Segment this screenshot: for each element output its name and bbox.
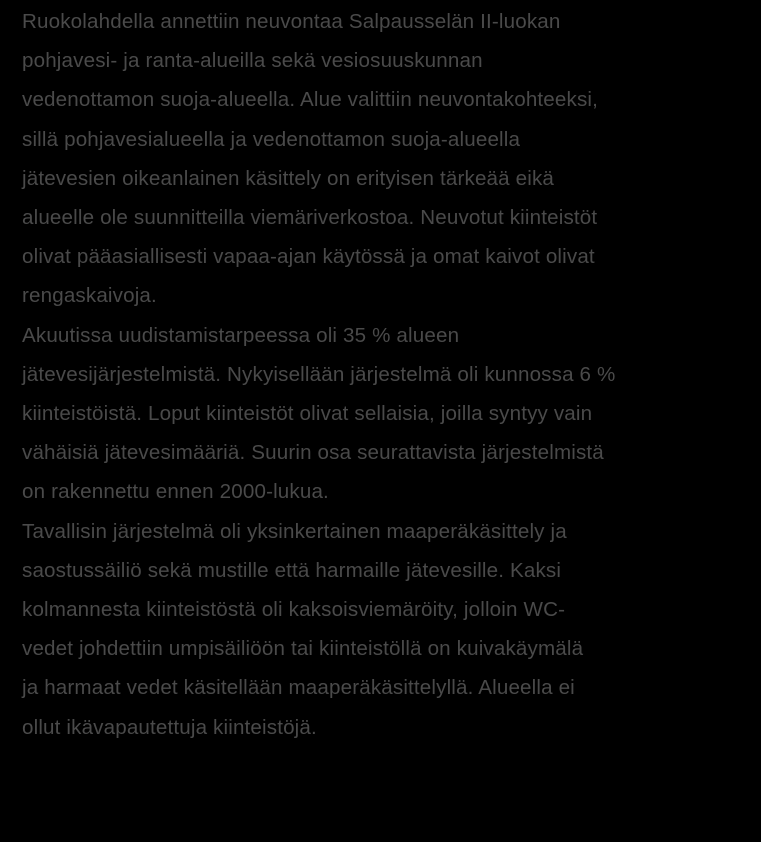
text-line: Tavallisin järjestelmä oli yksinkertainen maaperäkäsittely ja (22, 519, 567, 543)
text-line: ja harmaat vedet käsitellään maaperäkäsittelyllä. Alueella ei (22, 676, 575, 700)
text-line: vähäisiä jätevesimääriä. Suurin osa seurattavista järjestelmistä (22, 441, 604, 465)
text-line: jätevesijärjestelmistä. Nykyisellään järjestelmä oli kunnossa 6 % (22, 362, 616, 386)
text-line: kolmannesta kiinteistöstä oli kaksoisviemäröity, jolloin WC- (22, 598, 566, 622)
text-line: kiinteistöistä. Loput kiinteistöt olivat sellaisia, joilla syntyy vain (22, 402, 593, 426)
text-line: olivat pääasiallisesti vapaa-ajan käytössä ja omat kaivot olivat (22, 245, 595, 269)
text-line: pohjavesi- ja ranta-alueilla sekä vesiosuuskunnan (22, 49, 483, 73)
text-line: on rakennettu ennen 2000-lukua. (22, 480, 329, 504)
paragraph-3 (22, 512, 757, 747)
paragraph-1 (22, 2, 757, 316)
text-line: vedenottamon suoja-alueella. Alue valittiin neuvontakohteeksi, (22, 88, 598, 112)
document-body (22, 2, 757, 747)
text-line: saostussäiliö sekä mustille että harmaille jätevesille. Kaksi (22, 558, 562, 582)
paragraph-2 (22, 316, 757, 512)
text-line: Akuutissa uudistamistarpeessa oli 35 % alueen (22, 323, 460, 347)
text-line: vedet johdettiin umpisäiliöön tai kiinteistöllä on kuivakäymälä (22, 637, 584, 661)
text-line: alueelle ole suunnitteilla viemäriverkostoa. Neuvotut kiinteistöt (22, 206, 598, 230)
text-line: jätevesien oikeanlainen käsittely on erityisen tärkeää eikä (22, 166, 555, 190)
text-line: sillä pohjavesialueella ja vedenottamon suoja-alueella (22, 127, 521, 151)
text-line: Ruokolahdella annettiin neuvontaa Salpausselän II-luokan (22, 10, 561, 33)
text-line: rengaskaivoja. (22, 284, 157, 308)
text-line: ollut ikävapautettuja kiinteistöjä. (22, 715, 317, 739)
